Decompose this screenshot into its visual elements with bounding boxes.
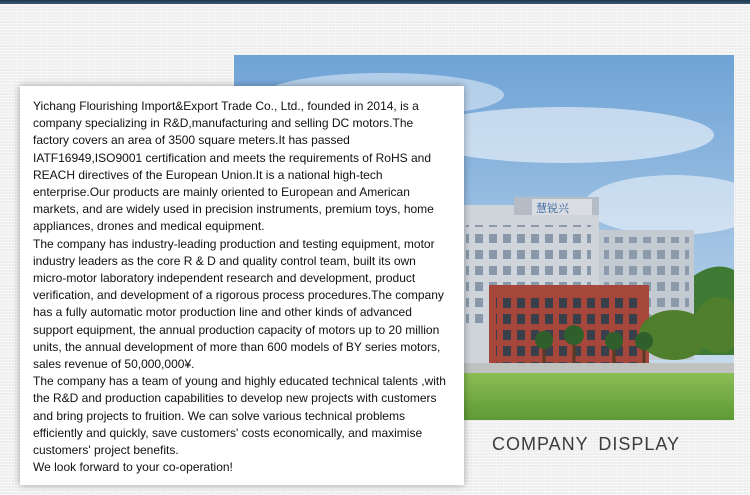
intro-paragraph-1: Yichang Flourishing Import&Export Trade Co., Ltd., founded in 2014, is a company specializing in R&D,manufacturing and selling DC motors.The factory covers an area of 3500 square meters.It has passed IATF16949,ISO9001 certification and meets the requirements of RoHS and REACH directives of the European Union.It is a national high-tech enterprise.Our products are mainly oriented to European and American markets, and are widely used in precision instruments, premium toys, home appliances, drones and medical equipment. xyxy=(33,99,434,234)
intro-paragraph-2: The company has industry-leading production and testing equipment, motor industry leaders as the core R & D and quality control team, built its own micro-motor laboratory independent research and development, product verification, and development of a rigorous process procedures.The company has a fully automatic motor production line and other kinds of advanced support equipment, the annual production capacity of motors up to 20 million units, the annual development of more than 600 models of BY series motors, sales revenue of 50,000,000¥. xyxy=(33,236,444,372)
intro-paragraph-3: The company has a team of young and highly educated technical talents ,with the R&D and production capabilities to develop new projects with customers and bring projects to fruition. We can solve various technical problems efficiently and quickly, save customers' costs economically, and maximise customers' project benefits. xyxy=(33,374,446,458)
company-intro-card xyxy=(20,86,464,485)
building-sign-text: 慧锐兴 xyxy=(536,202,569,215)
top-rule xyxy=(0,0,750,4)
company-display-caption: COMPANY DISPLAY xyxy=(491,434,681,454)
intro-paragraph-4: We look forward to your co-operation! xyxy=(33,460,233,475)
